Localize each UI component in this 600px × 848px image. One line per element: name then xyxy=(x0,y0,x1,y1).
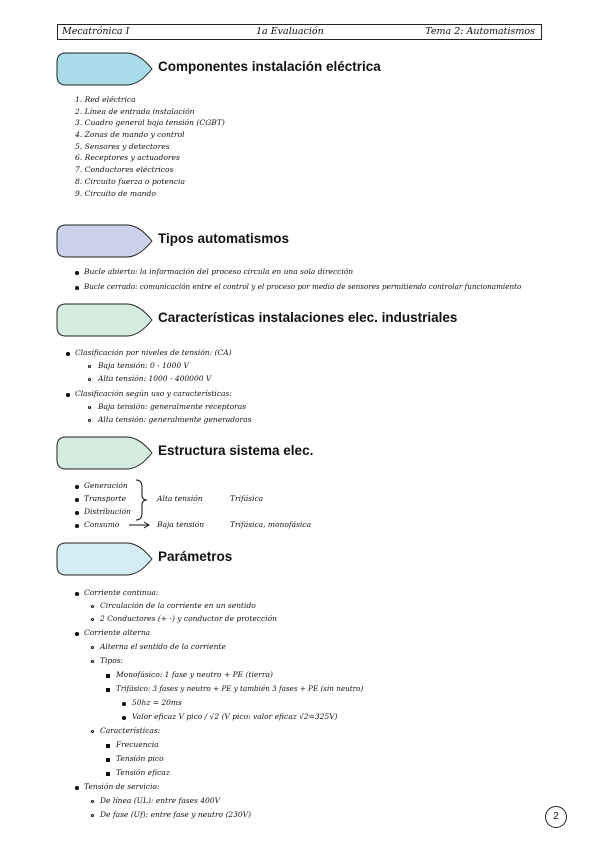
bullet xyxy=(106,772,110,776)
section-banner-shape xyxy=(56,52,156,86)
list-item: Corriente continua: xyxy=(84,588,159,597)
header-course: Mecatrónica I xyxy=(62,26,130,37)
bullet xyxy=(88,406,91,409)
section-parametros xyxy=(56,542,576,574)
trifasica-monofasica-label: Trifásica, monofásica xyxy=(230,520,312,529)
list-item: Características: xyxy=(100,726,161,735)
bullet xyxy=(88,419,91,422)
section-tipos xyxy=(56,224,576,256)
componentes-list xyxy=(75,95,225,200)
bullet xyxy=(106,758,110,762)
bullet xyxy=(106,744,110,748)
list-item: De línea (UL): entre fases 400V xyxy=(100,796,221,805)
list-item: Valor eficaz V pico / √2 (V pico: valor eficaz √2=325V) xyxy=(132,712,338,721)
section-title: Características instalaciones elec. industriales xyxy=(158,310,458,325)
header-evaluation: 1a Evaluación xyxy=(256,26,324,37)
list-item: Trifásico: 3 fases y neutro + PE y también 3 fases + PE (sin neutro) xyxy=(116,684,364,693)
page-header xyxy=(57,24,542,40)
list-item: 50hz = 20ms xyxy=(132,698,182,707)
bullet xyxy=(91,730,94,733)
section-title: Componentes instalación eléctrica xyxy=(158,59,381,74)
section-title: Tipos automatismos xyxy=(158,231,290,246)
baja-tension-label: Baja tensión xyxy=(157,520,205,529)
list-item: Tipos: xyxy=(100,656,124,665)
list-item: Tensión pico xyxy=(116,754,164,763)
trifasica-label: Trifásica xyxy=(230,494,264,503)
bullet xyxy=(75,632,79,636)
header-topic: Tema 2: Automatismos xyxy=(425,26,535,37)
section-banner-shape xyxy=(56,224,156,258)
bullet xyxy=(75,524,79,528)
section-componentes xyxy=(56,52,576,84)
list-item: De fase (Uf): entre fase y neutro (230V) xyxy=(100,810,252,819)
arrow-right-icon xyxy=(128,520,152,530)
list-item: Baja tensión: 0 - 1000 V xyxy=(98,361,189,370)
bullet xyxy=(75,286,79,290)
list-item: Monofásico: 1 fase y neutro + PE (tierra) xyxy=(116,670,273,679)
section-banner-shape xyxy=(56,542,156,576)
list-item: Clasificación por niveles de tensión: (CA) xyxy=(75,348,232,357)
bullet xyxy=(122,702,126,706)
list-item: Tensión de servicio: xyxy=(84,782,160,791)
section-title: Estructura sistema elec. xyxy=(158,443,314,458)
bullet xyxy=(91,800,94,803)
list-item: Distribución xyxy=(84,507,131,516)
list-item: 2 Conductores (+ -) y conductor de protección xyxy=(100,614,277,623)
bullet xyxy=(75,511,79,515)
section-caracteristicas xyxy=(56,303,576,335)
list-item: 8. Circuito fuerza o potencia xyxy=(75,176,185,186)
page-number: 2 xyxy=(545,806,567,828)
list-item: 2. Línea de entrada instalación xyxy=(75,106,195,116)
list-item: Transporte xyxy=(84,494,127,503)
bullet xyxy=(91,618,94,621)
list-item: Corriente alterna xyxy=(84,628,151,637)
section-title: Parámetros xyxy=(158,549,233,564)
bullet xyxy=(91,660,94,663)
bullet xyxy=(88,378,91,381)
list-item: Generación xyxy=(84,481,128,490)
list-item: 6. Receptores y actuadores xyxy=(75,153,180,163)
bullet xyxy=(75,786,79,790)
list-item: Frecuencia xyxy=(116,740,159,749)
list-item: 5. Sensores y detectores xyxy=(75,141,170,151)
brace-icon xyxy=(134,479,148,521)
list-item: Alta tensión: 1000 - 400000 V xyxy=(98,374,212,383)
bullet xyxy=(75,271,79,275)
bullet xyxy=(122,716,126,720)
bullet xyxy=(75,498,79,502)
bullet xyxy=(91,814,94,817)
bullet xyxy=(75,485,79,489)
bullet xyxy=(106,674,110,678)
bullet xyxy=(66,352,70,356)
list-item: 3. Cuadro general baja tensión (CGBT) xyxy=(75,118,225,128)
list-item: Alterna el sentido de la corriente xyxy=(100,642,226,651)
bullet xyxy=(91,646,94,649)
list-item: Bucle cerrado: comunicación entre el control y el proceso por medio de sensores permitiendo controlar funcionamiento xyxy=(84,282,522,291)
list-item: Baja tensión: generalmente receptoras xyxy=(98,402,247,411)
bullet xyxy=(66,393,70,397)
list-item: 1. Red eléctrica xyxy=(75,95,136,104)
section-banner-shape xyxy=(56,303,156,337)
list-item: Bucle abierto: la información del proceso circula en una sola dirección xyxy=(84,267,354,276)
bullet xyxy=(91,605,94,608)
bullet xyxy=(88,365,91,368)
bullet xyxy=(106,688,110,692)
alta-tension-label: Alta tensión xyxy=(157,494,203,503)
list-item: Alta tensión: generalmente generadoras xyxy=(98,415,252,424)
section-estructura xyxy=(56,436,576,468)
list-item: 7. Conductores eléctricos xyxy=(75,165,174,175)
list-item: Circulación de la corriente en un sentido xyxy=(100,601,256,610)
list-item: Clasificación según uso y características: xyxy=(75,389,232,398)
bullet xyxy=(75,592,79,596)
list-item: Consumo xyxy=(84,520,120,529)
list-item: Tensión eficaz xyxy=(116,768,170,777)
list-item: 9. Circuito de mando xyxy=(75,188,156,198)
list-item: 4. Zonas de mando y control xyxy=(75,130,185,140)
section-banner-shape xyxy=(56,436,156,470)
